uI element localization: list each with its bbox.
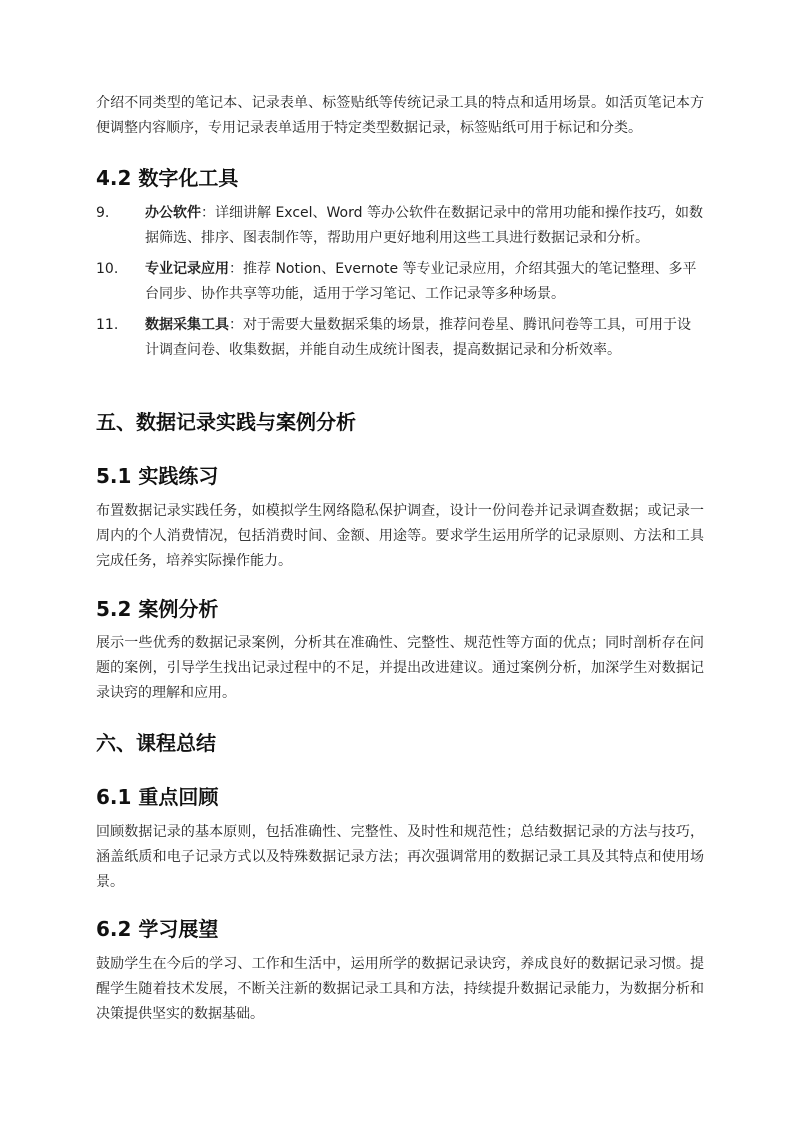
list-item-number: 10.	[96, 261, 119, 277]
list-item	[96, 201, 704, 251]
section-5-2-paragraph: 展示一些优秀的数据记录案例，分析其在准确性、完整性、规范性等方面的优点；同时剖析存在问题的案例，引导学生找出记录过程中的不足，并提出改进建议。通过案例分析，加深学生对数据记录诀窍的理解和应用。	[96, 635, 704, 701]
section-5-2-heading: 5.2 案例分析	[96, 597, 219, 621]
section-6-1-paragraph: 回顾数据记录的基本原则，包括准确性、完整性、及时性和规范性；总结数据记录的方法与技巧，涵盖纸质和电子记录方式以及特殊数据记录方法；再次强调常用的数据记录工具及其特点和使用场景。	[96, 824, 704, 890]
digital-tools-list	[96, 201, 704, 369]
section-5-1-paragraph: 布置数据记录实践任务，如模拟学生网络隐私保护调查，设计一份问卷并记录调查数据；或记录一周内的个人消费情况，包括消费时间、金额、用途等。要求学生运用所学的记录原则、方法和工具完成任务，培养实际操作能力。	[96, 503, 704, 569]
list-item-text: ：推荐 Notion、Evernote 等专业记录应用，介绍其强大的笔记整理、多平台同步、协作共享等功能，适用于学习笔记、工作记录等多种场景。	[145, 261, 697, 302]
section-6-2-paragraph: 鼓励学生在今后的学习、工作和生活中，运用所学的数据记录诀窍，养成良好的数据记录习惯。提醒学生随着技术发展，不断关注新的数据记录工具和方法，持续提升数据记录能力，为数据分析和决策提供坚实的数据基础。	[96, 956, 704, 1022]
list-item-number: 9.	[96, 205, 110, 221]
section-6-1-heading: 6.1 重点回顾	[96, 785, 219, 809]
list-item	[96, 257, 704, 307]
list-item-title: 办公软件	[145, 205, 201, 221]
list-item-text: ：详细讲解 Excel、Word 等办公软件在数据记录中的常用功能和操作技巧，如数据筛选、排序、图表制作等，帮助用户更好地利用这些工具进行数据记录和分析。	[145, 205, 703, 246]
list-item-text: ：对于需要大量数据采集的场景，推荐问卷星、腾讯问卷等工具，可用于设计调查问卷、收集数据，并能自动生成统计图表，提高数据记录和分析效率。	[145, 317, 691, 358]
intro-paragraph: 介绍不同类型的笔记本、记录表单、标签贴纸等传统记录工具的特点和适用场景。如活页笔记本方便调整内容顺序，专用记录表单适用于特定类型数据记录，标签贴纸可用于标记和分类。	[96, 95, 704, 136]
section-4-2-heading: 4.2 数字化工具	[96, 166, 239, 190]
list-item-title: 专业记录应用	[145, 261, 229, 277]
list-item	[96, 313, 704, 363]
list-item-title: 数据采集工具	[145, 317, 229, 333]
section-5-1-heading: 5.1 实践练习	[96, 464, 219, 488]
section-6-2-heading: 6.2 学习展望	[96, 917, 219, 941]
section-6-heading: 六、课程总结	[96, 731, 216, 755]
list-item-number: 11.	[96, 317, 119, 333]
section-5-heading: 五、数据记录实践与案例分析	[96, 410, 356, 434]
